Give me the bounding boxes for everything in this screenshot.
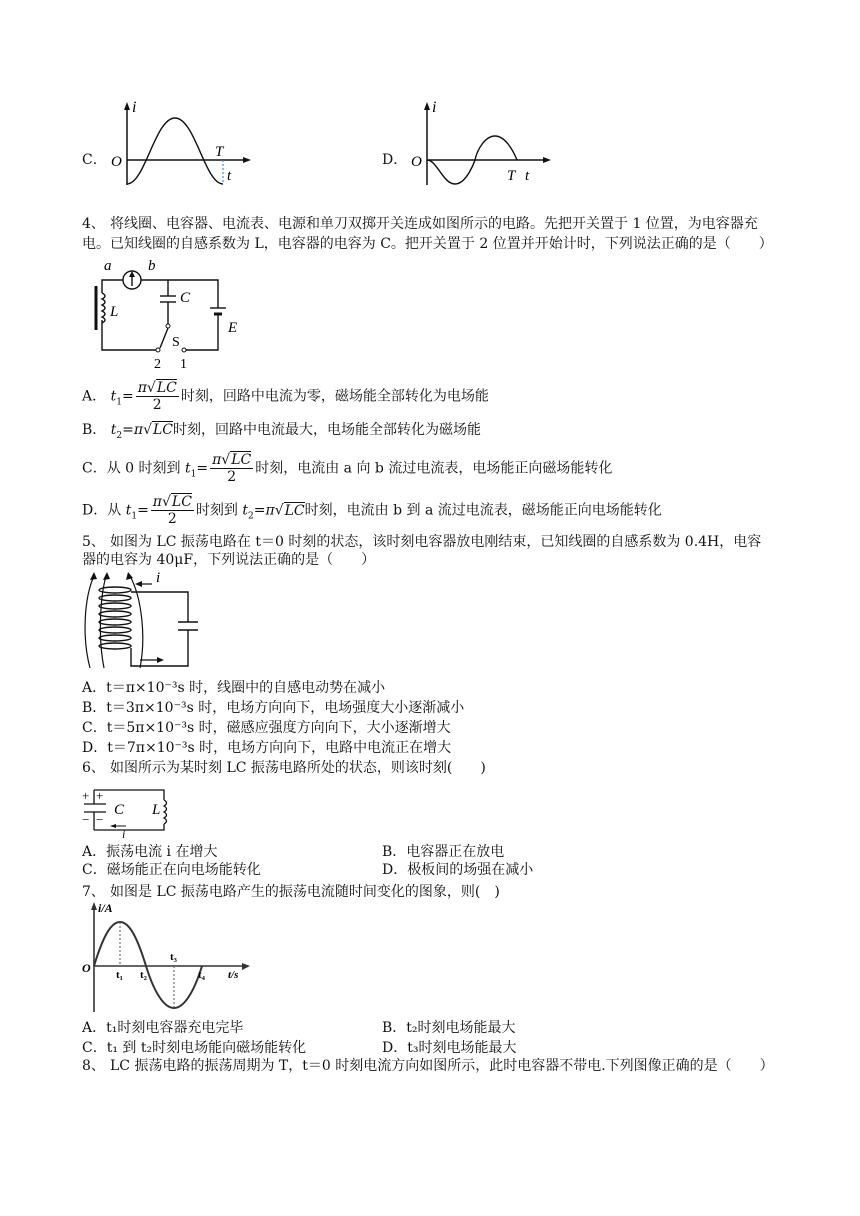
lc-circuit-diagram — [88, 258, 258, 372]
svg-text:L: L — [152, 802, 161, 818]
svg-text:T: T — [507, 168, 516, 184]
sine-curve — [127, 118, 223, 184]
question-stem: LC 振荡电路的振荡周期为 T，t＝0 时刻电流方向如图所示，此时电容器不带电.下列图像正确的是（ ） — [110, 1058, 774, 1074]
question-number: 5、 — [82, 534, 105, 550]
svg-text:C: C — [114, 802, 125, 818]
question-stem: 如图所示为某时刻 LC 振荡电路所处的状态，则该时刻( ) — [110, 760, 486, 776]
svg-text:t₁: t₁ — [116, 969, 123, 981]
option-a[interactable]: A．t＝π×10⁻³s 时，线圈中的自感电动势在减小 — [82, 680, 386, 696]
svg-text:O: O — [82, 961, 91, 975]
question-number: 6、 — [82, 760, 105, 776]
option-c[interactable]: C．t₁ 到 t₂时刻电场能向磁场能转化 — [82, 1040, 307, 1056]
question-stem: 如图为 LC 振荡电路在 t＝0 时刻的状态，该时刻电容器放电刚结束，已知线圈的自感系数为 0.4H，电容 — [110, 534, 762, 550]
current-time-graph-q7 — [80, 900, 255, 1015]
option-d[interactable]: D．极板间的场强在减小 — [382, 862, 534, 878]
svg-text:i/A: i/A — [98, 901, 113, 915]
svg-text:t₄: t₄ — [198, 969, 205, 981]
lc-circuit-diagram — [82, 780, 182, 841]
option-label: C． — [82, 152, 107, 168]
svg-text:2: 2 — [154, 357, 161, 372]
question-number: 4、 — [82, 216, 105, 232]
option-b[interactable]: B．t＝3π×10⁻³s 时，电场方向向下，电场强度大小逐渐减小 — [82, 700, 465, 716]
lc-coil-diagram — [82, 568, 202, 678]
svg-text:1: 1 — [180, 357, 187, 372]
svg-text:b: b — [148, 258, 156, 274]
option-a[interactable]: A．t₁时刻电容器充电完毕 — [82, 1020, 244, 1036]
arrow-icon — [543, 157, 551, 163]
svg-text:O: O — [111, 154, 122, 170]
option-a[interactable]: A． $t_1=$ $\frac{\pi√LC}{2}$ 时刻，回路中电流为零，磁场能全部转化为电场能 — [82, 380, 489, 413]
svg-text:S: S — [172, 335, 180, 350]
svg-text:i: i — [432, 99, 437, 116]
option-d[interactable]: D．t＝7π×10⁻³s 时，电场方向向下，电路中电流正在增大 — [82, 740, 452, 756]
option-c[interactable]: C．磁场能正在向电场能转化 — [82, 862, 261, 878]
question-stem: 将线圈、电容器、电流表、电源和单刀双掷开关连成如图所示的电路。先把开关置于 1 位置，为电容器充 — [110, 216, 758, 232]
arrow-icon — [243, 157, 251, 163]
svg-text:i: i — [132, 99, 137, 116]
question-stem: 如图是 LC 振荡电路产生的振荡电流随时间变化的图象，则( ) — [110, 884, 500, 900]
svg-text:T: T — [215, 144, 224, 160]
svg-text:+: + — [96, 788, 104, 803]
svg-text:O: O — [411, 154, 422, 170]
option-b[interactable]: B． $t_2=\pi√LC$时刻，回路中电流最大，电场能全部转化为磁场能 — [82, 422, 481, 441]
svg-text:a: a — [104, 258, 112, 274]
option-b[interactable]: B．t₂时刻电场能最大 — [382, 1020, 516, 1036]
svg-text:t₂: t₂ — [140, 969, 147, 981]
arrow-icon — [124, 102, 130, 110]
svg-text:i: i — [122, 827, 126, 841]
svg-text:−: − — [96, 812, 104, 827]
option-a[interactable]: A．振荡电流 i 在增大 — [82, 844, 218, 860]
current-time-graph-c — [105, 100, 255, 190]
sine-curve — [94, 922, 202, 1008]
svg-text:t: t — [525, 168, 530, 184]
option-c[interactable]: C．从 0 时刻到 $t_1=$ $\frac{\pi√LC}{2}$ 时刻，电流由 a 向 b 流过电流表，电场能正向磁场能转化 — [82, 452, 613, 485]
svg-text:E: E — [228, 320, 238, 336]
option-d[interactable]: D．t₃时刻电场能最大 — [382, 1040, 517, 1056]
option-b[interactable]: B．电容器正在放电 — [382, 844, 505, 860]
option-label: D． — [382, 152, 408, 168]
svg-text:t₃: t₃ — [170, 951, 177, 963]
svg-text:t/s: t/s — [228, 969, 239, 981]
question-number: 8、 — [82, 1058, 105, 1074]
option-c[interactable]: C．t＝5π×10⁻³s 时，磁感应强度方向向下，大小逐渐增大 — [82, 720, 451, 736]
svg-text:−: − — [82, 812, 90, 827]
question-number: 7、 — [82, 884, 105, 900]
question-stem: 电。已知线圈的自感系数为 L，电容器的电容为 C。把开关置于 2 位置并开始计时，下列说法正确的是（ ） — [82, 236, 773, 252]
svg-text:L: L — [110, 304, 119, 320]
question-stem: 器的电容为 40μF，下列说法正确的是（ ） — [82, 552, 376, 568]
svg-text:+: + — [82, 788, 90, 803]
option-d[interactable]: D．从 $t_1=$ $\frac{\pi√LC}{2}$ 时刻到 $t_2=\pi√LC$时刻，电流由 b 到 a 流过电流表，磁场能正向电场能转化 — [82, 494, 662, 527]
svg-text:t: t — [227, 168, 232, 184]
current-time-graph-d — [405, 100, 555, 190]
svg-text:C: C — [180, 290, 191, 306]
arrow-icon — [424, 102, 430, 110]
svg-text:i: i — [156, 570, 161, 586]
